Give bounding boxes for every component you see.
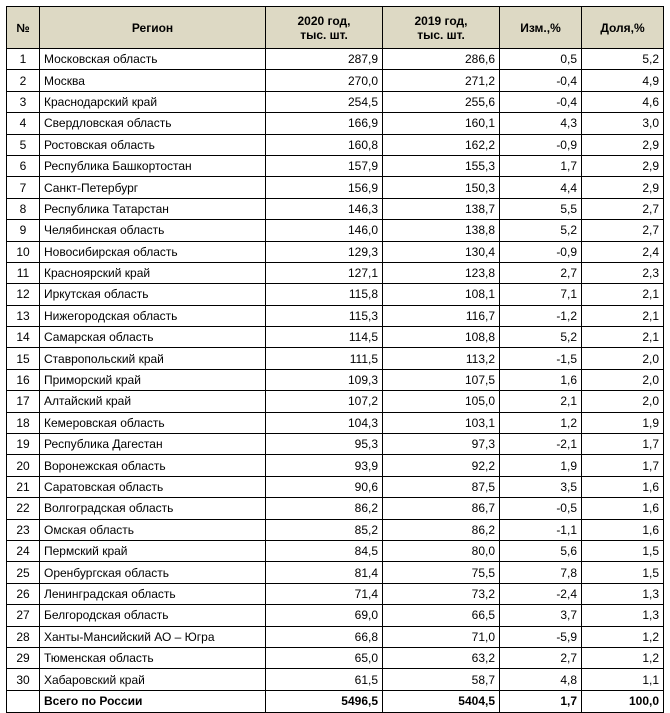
share-percent: 1,9 xyxy=(582,412,664,433)
header-number: № xyxy=(7,7,40,49)
header-2020-line2: тыс. шт. xyxy=(300,27,348,42)
value-2019: 87,5 xyxy=(383,476,500,497)
row-number: 19 xyxy=(7,434,40,455)
value-2020: 104,3 xyxy=(266,412,383,433)
row-number: 4 xyxy=(7,113,40,134)
row-number: 2 xyxy=(7,70,40,91)
share-percent: 1,7 xyxy=(582,434,664,455)
table-row xyxy=(7,113,664,134)
region-name: Ленинградская область xyxy=(40,583,266,604)
table-row xyxy=(7,669,664,690)
value-2020: 84,5 xyxy=(266,540,383,561)
region-name: Ставропольский край xyxy=(40,348,266,369)
region-name: Нижегородская область xyxy=(40,305,266,326)
value-2019: 66,5 xyxy=(383,605,500,626)
value-2019: 271,2 xyxy=(383,70,500,91)
value-2019: 80,0 xyxy=(383,540,500,561)
change-percent: -1,5 xyxy=(500,348,582,369)
value-2019: 75,5 xyxy=(383,562,500,583)
region-name: Хабаровский край xyxy=(40,669,266,690)
share-percent: 2,9 xyxy=(582,134,664,155)
share-percent: 1,5 xyxy=(582,540,664,561)
change-percent: 7,1 xyxy=(500,284,582,305)
row-number: 21 xyxy=(7,476,40,497)
row-number: 18 xyxy=(7,412,40,433)
change-percent: 0,5 xyxy=(500,49,582,70)
table-row xyxy=(7,198,664,219)
value-2019: 97,3 xyxy=(383,434,500,455)
row-number: 16 xyxy=(7,369,40,390)
value-2020: 146,3 xyxy=(266,198,383,219)
row-number: 3 xyxy=(7,91,40,112)
table-row xyxy=(7,262,664,283)
value-2020: 127,1 xyxy=(266,262,383,283)
change-percent: 5,5 xyxy=(500,198,582,219)
row-number: 8 xyxy=(7,198,40,219)
share-percent: 1,3 xyxy=(582,583,664,604)
share-percent: 1,2 xyxy=(582,626,664,647)
region-name: Свердловская область xyxy=(40,113,266,134)
total-share: 100,0 xyxy=(582,690,664,712)
table-row xyxy=(7,134,664,155)
region-name: Волгоградская область xyxy=(40,498,266,519)
table-row xyxy=(7,540,664,561)
share-percent: 2,9 xyxy=(582,155,664,176)
row-number: 15 xyxy=(7,348,40,369)
table-row xyxy=(7,434,664,455)
region-name: Омская область xyxy=(40,519,266,540)
value-2019: 162,2 xyxy=(383,134,500,155)
table-row xyxy=(7,626,664,647)
table-row xyxy=(7,476,664,497)
change-percent: 1,2 xyxy=(500,412,582,433)
region-name: Краснодарский край xyxy=(40,91,266,112)
row-number: 28 xyxy=(7,626,40,647)
region-name: Белгородская область xyxy=(40,605,266,626)
header-region: Регион xyxy=(40,7,266,49)
value-2019: 107,5 xyxy=(383,369,500,390)
value-2019: 116,7 xyxy=(383,305,500,326)
value-2020: 69,0 xyxy=(266,605,383,626)
row-number: 27 xyxy=(7,605,40,626)
value-2020: 65,0 xyxy=(266,647,383,668)
table-row xyxy=(7,305,664,326)
region-name: Челябинская область xyxy=(40,220,266,241)
region-name: Тюменская область xyxy=(40,647,266,668)
share-percent: 2,4 xyxy=(582,241,664,262)
value-2020: 146,0 xyxy=(266,220,383,241)
share-percent: 1,7 xyxy=(582,455,664,476)
value-2019: 286,6 xyxy=(383,49,500,70)
change-percent: -2,4 xyxy=(500,583,582,604)
table-row xyxy=(7,412,664,433)
header-2019-line2: тыс. шт. xyxy=(417,27,465,42)
change-percent: -0,9 xyxy=(500,241,582,262)
region-name: Оренбургская область xyxy=(40,562,266,583)
value-2019: 108,8 xyxy=(383,327,500,348)
row-number: 30 xyxy=(7,669,40,690)
region-name: Республика Башкортостан xyxy=(40,155,266,176)
region-name: Ханты-Мансийский АО – Югра xyxy=(40,626,266,647)
total-row xyxy=(7,690,664,712)
region-name: Ростовская область xyxy=(40,134,266,155)
total-label: Всего по России xyxy=(40,690,266,712)
table-row xyxy=(7,220,664,241)
row-number: 23 xyxy=(7,519,40,540)
row-number: 17 xyxy=(7,391,40,412)
value-2019: 123,8 xyxy=(383,262,500,283)
row-number: 10 xyxy=(7,241,40,262)
table-row xyxy=(7,391,664,412)
row-number: 6 xyxy=(7,155,40,176)
share-percent: 2,3 xyxy=(582,262,664,283)
value-2019: 108,1 xyxy=(383,284,500,305)
region-name: Саратовская область xyxy=(40,476,266,497)
change-percent: 1,7 xyxy=(500,155,582,176)
value-2020: 109,3 xyxy=(266,369,383,390)
change-percent: 5,2 xyxy=(500,327,582,348)
share-percent: 1,5 xyxy=(582,562,664,583)
change-percent: 1,6 xyxy=(500,369,582,390)
value-2019: 86,7 xyxy=(383,498,500,519)
value-2019: 103,1 xyxy=(383,412,500,433)
share-percent: 5,2 xyxy=(582,49,664,70)
value-2020: 93,9 xyxy=(266,455,383,476)
table-row xyxy=(7,327,664,348)
value-2019: 255,6 xyxy=(383,91,500,112)
value-2020: 61,5 xyxy=(266,669,383,690)
region-name: Санкт-Петербург xyxy=(40,177,266,198)
change-percent: 4,8 xyxy=(500,669,582,690)
region-name: Алтайский край xyxy=(40,391,266,412)
value-2020: 156,9 xyxy=(266,177,383,198)
region-name: Иркутская область xyxy=(40,284,266,305)
row-number: 7 xyxy=(7,177,40,198)
row-number: 13 xyxy=(7,305,40,326)
row-number: 5 xyxy=(7,134,40,155)
table-row xyxy=(7,605,664,626)
row-number: 12 xyxy=(7,284,40,305)
table-row xyxy=(7,498,664,519)
value-2020: 270,0 xyxy=(266,70,383,91)
row-number: 29 xyxy=(7,647,40,668)
share-percent: 2,7 xyxy=(582,220,664,241)
value-2019: 71,0 xyxy=(383,626,500,647)
value-2020: 114,5 xyxy=(266,327,383,348)
region-name: Московская область xyxy=(40,49,266,70)
row-number: 20 xyxy=(7,455,40,476)
region-name: Пермский край xyxy=(40,540,266,561)
share-percent: 4,9 xyxy=(582,70,664,91)
change-percent: 4,3 xyxy=(500,113,582,134)
share-percent: 2,1 xyxy=(582,284,664,305)
header-2019 xyxy=(383,7,500,49)
table-row xyxy=(7,647,664,668)
value-2019: 130,4 xyxy=(383,241,500,262)
table-row xyxy=(7,241,664,262)
region-name: Республика Дагестан xyxy=(40,434,266,455)
share-percent: 1,6 xyxy=(582,519,664,540)
change-percent: 5,6 xyxy=(500,540,582,561)
value-2020: 157,9 xyxy=(266,155,383,176)
change-percent: -0,4 xyxy=(500,70,582,91)
change-percent: 5,2 xyxy=(500,220,582,241)
share-percent: 2,1 xyxy=(582,305,664,326)
value-2020: 115,8 xyxy=(266,284,383,305)
value-2020: 86,2 xyxy=(266,498,383,519)
region-name: Новосибирская область xyxy=(40,241,266,262)
region-name: Красноярский край xyxy=(40,262,266,283)
share-percent: 2,9 xyxy=(582,177,664,198)
header-row xyxy=(7,7,664,49)
table-row xyxy=(7,284,664,305)
share-percent: 4,6 xyxy=(582,91,664,112)
table-row xyxy=(7,519,664,540)
value-2019: 86,2 xyxy=(383,519,500,540)
table-container xyxy=(6,6,664,713)
row-number: 22 xyxy=(7,498,40,519)
region-name: Республика Татарстан xyxy=(40,198,266,219)
value-2019: 92,2 xyxy=(383,455,500,476)
share-percent: 2,1 xyxy=(582,327,664,348)
row-number: 9 xyxy=(7,220,40,241)
value-2020: 66,8 xyxy=(266,626,383,647)
change-percent: 4,4 xyxy=(500,177,582,198)
row-number: 11 xyxy=(7,262,40,283)
table-row xyxy=(7,177,664,198)
value-2020: 254,5 xyxy=(266,91,383,112)
table-row xyxy=(7,369,664,390)
value-2020: 81,4 xyxy=(266,562,383,583)
row-number: 1 xyxy=(7,49,40,70)
table-row xyxy=(7,70,664,91)
change-percent: -2,1 xyxy=(500,434,582,455)
value-2019: 73,2 xyxy=(383,583,500,604)
value-2020: 166,9 xyxy=(266,113,383,134)
change-percent: 7,8 xyxy=(500,562,582,583)
share-percent: 1,3 xyxy=(582,605,664,626)
change-percent: 3,5 xyxy=(500,476,582,497)
change-percent: 2,7 xyxy=(500,262,582,283)
change-percent: -0,5 xyxy=(500,498,582,519)
header-2020 xyxy=(266,7,383,49)
regions-table xyxy=(6,6,664,713)
value-2019: 58,7 xyxy=(383,669,500,690)
change-percent: -0,9 xyxy=(500,134,582,155)
table-row xyxy=(7,91,664,112)
total-change: 1,7 xyxy=(500,690,582,712)
value-2020: 95,3 xyxy=(266,434,383,455)
share-percent: 2,0 xyxy=(582,391,664,412)
header-change: Изм.,% xyxy=(500,7,582,49)
row-number: 26 xyxy=(7,583,40,604)
value-2019: 138,7 xyxy=(383,198,500,219)
value-2020: 287,9 xyxy=(266,49,383,70)
value-2020: 160,8 xyxy=(266,134,383,155)
table-row xyxy=(7,348,664,369)
header-2019-line1: 2019 год, xyxy=(414,13,468,28)
change-percent: 2,7 xyxy=(500,647,582,668)
header-2020-line1: 2020 год, xyxy=(297,13,351,28)
value-2019: 138,8 xyxy=(383,220,500,241)
share-percent: 3,0 xyxy=(582,113,664,134)
value-2019: 105,0 xyxy=(383,391,500,412)
share-percent: 1,6 xyxy=(582,476,664,497)
table-row xyxy=(7,583,664,604)
region-name: Москва xyxy=(40,70,266,91)
share-percent: 1,6 xyxy=(582,498,664,519)
region-name: Кемеровская область xyxy=(40,412,266,433)
total-2019: 5404,5 xyxy=(383,690,500,712)
row-number: 24 xyxy=(7,540,40,561)
row-number: 14 xyxy=(7,327,40,348)
share-percent: 2,0 xyxy=(582,369,664,390)
value-2019: 113,2 xyxy=(383,348,500,369)
change-percent: 3,7 xyxy=(500,605,582,626)
share-percent: 1,1 xyxy=(582,669,664,690)
value-2020: 85,2 xyxy=(266,519,383,540)
share-percent: 2,7 xyxy=(582,198,664,219)
value-2019: 155,3 xyxy=(383,155,500,176)
table-row xyxy=(7,49,664,70)
change-percent: 2,1 xyxy=(500,391,582,412)
value-2019: 160,1 xyxy=(383,113,500,134)
change-percent: -5,9 xyxy=(500,626,582,647)
table-row xyxy=(7,455,664,476)
value-2019: 63,2 xyxy=(383,647,500,668)
change-percent: -1,2 xyxy=(500,305,582,326)
value-2020: 111,5 xyxy=(266,348,383,369)
total-number-cell xyxy=(7,690,40,712)
change-percent: -1,1 xyxy=(500,519,582,540)
share-percent: 1,2 xyxy=(582,647,664,668)
value-2019: 150,3 xyxy=(383,177,500,198)
row-number: 25 xyxy=(7,562,40,583)
value-2020: 129,3 xyxy=(266,241,383,262)
value-2020: 71,4 xyxy=(266,583,383,604)
value-2020: 107,2 xyxy=(266,391,383,412)
share-percent: 2,0 xyxy=(582,348,664,369)
table-row xyxy=(7,562,664,583)
region-name: Самарская область xyxy=(40,327,266,348)
value-2020: 115,3 xyxy=(266,305,383,326)
total-2020: 5496,5 xyxy=(266,690,383,712)
region-name: Приморский край xyxy=(40,369,266,390)
region-name: Воронежская область xyxy=(40,455,266,476)
change-percent: -0,4 xyxy=(500,91,582,112)
table-row xyxy=(7,155,664,176)
header-share: Доля,% xyxy=(582,7,664,49)
change-percent: 1,9 xyxy=(500,455,582,476)
value-2020: 90,6 xyxy=(266,476,383,497)
